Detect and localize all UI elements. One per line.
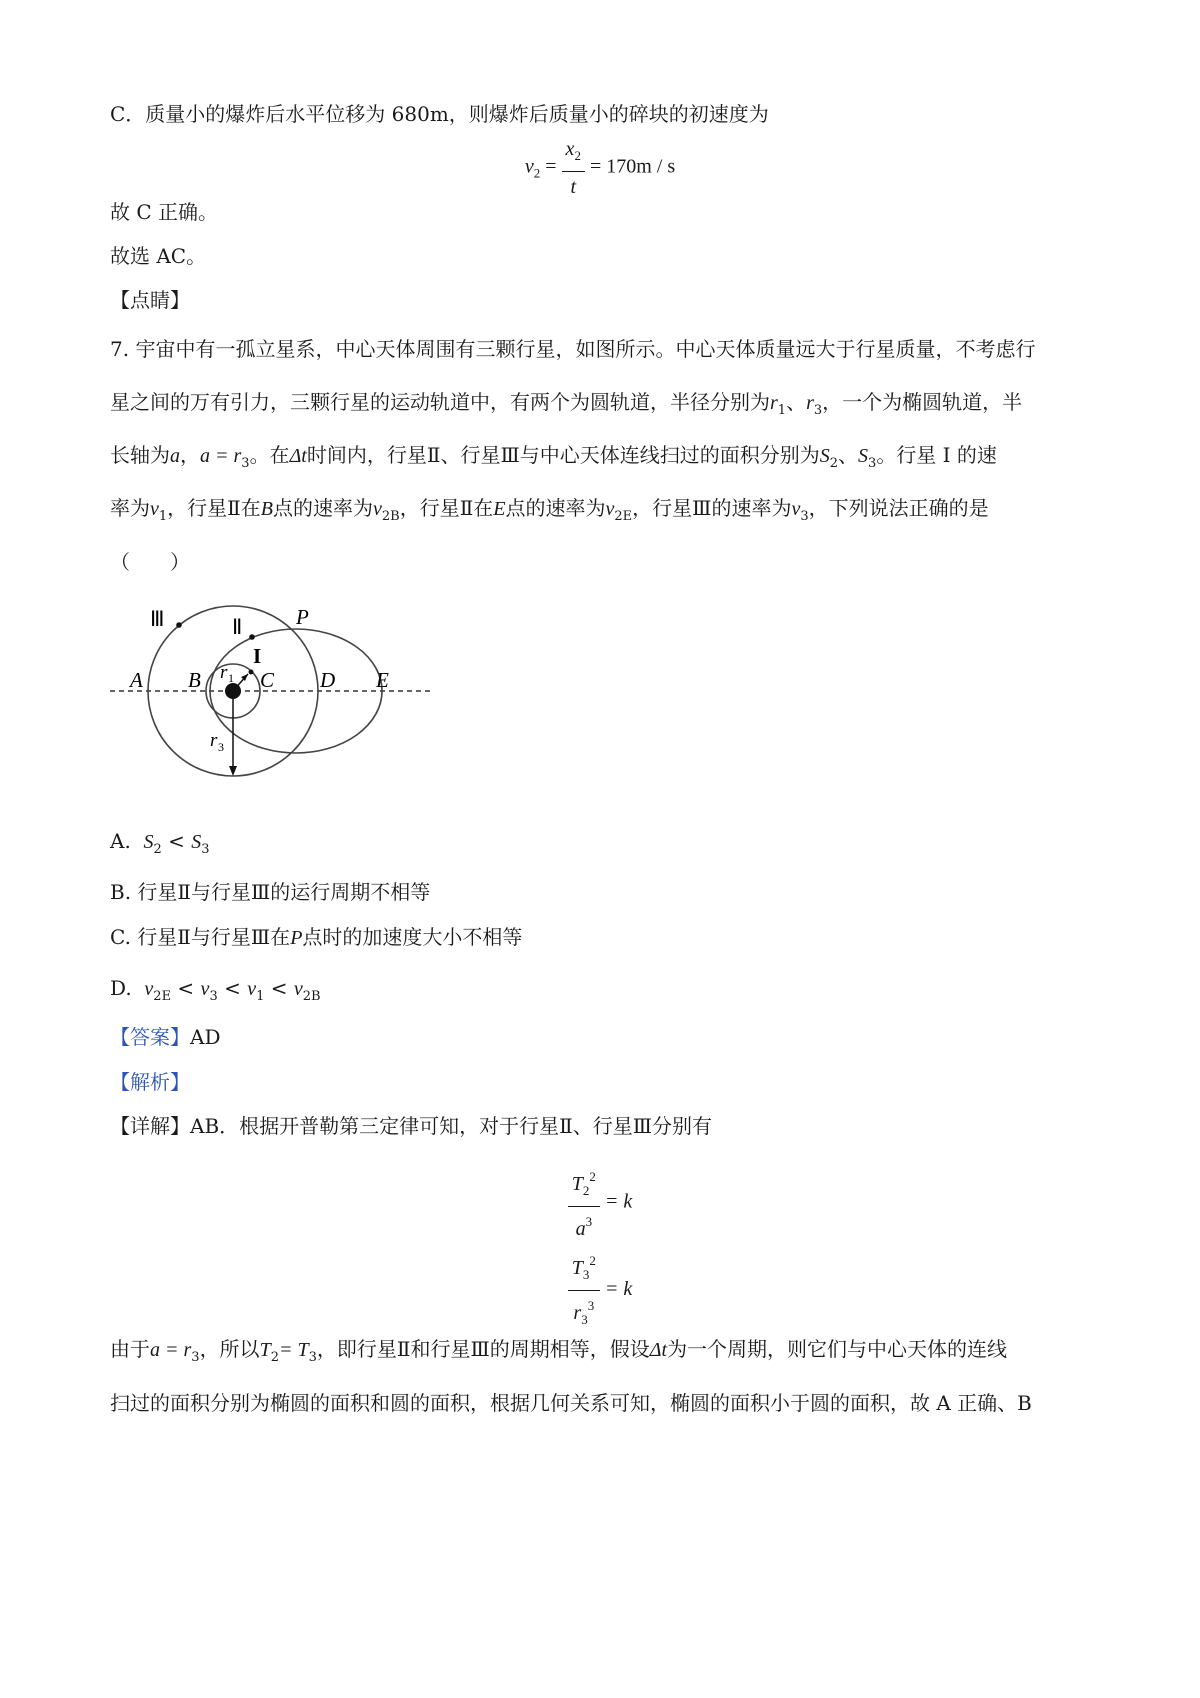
eq2-t-sub: 3 <box>582 1267 590 1282</box>
q-text: 长轴为 <box>110 443 170 467</box>
kepler-eq-2 <box>0 1248 1200 1333</box>
label-r3-sub: 3 <box>218 740 224 754</box>
eq1-t: T <box>571 1173 583 1195</box>
question-line-2 <box>110 386 1022 427</box>
q-v2e: v <box>605 498 615 520</box>
eq-v-sub: 2 <box>533 165 541 181</box>
label-e: E <box>376 668 389 692</box>
eq2-r-sup: 3 <box>587 1298 595 1313</box>
q-v2e-sub: 2E <box>614 509 633 524</box>
q-v3-sub: 3 <box>800 509 809 524</box>
q-text: 。行星 I 的速 <box>876 443 997 467</box>
p1-eq1: a = r <box>150 1339 192 1361</box>
detail-paragraph-2: 扫过的面积分别为椭圆的面积和圆的面积，根据几何关系可知，椭圆的面积小于圆的面积，故 A 正确、B <box>110 1391 1032 1415</box>
p1-text: ，即行星Ⅱ和行星Ⅲ的周期相等，假设 <box>316 1337 650 1361</box>
opt-c-text: C. 行星Ⅱ与行星Ⅲ在 <box>110 925 291 949</box>
kepler-eq-2-frac <box>568 1248 600 1333</box>
q-text: ，一个为椭圆轨道，半 <box>822 390 1023 414</box>
planet-i-dot <box>249 670 254 675</box>
opt-d-v1-sub: 1 <box>256 989 265 1004</box>
p1-eq2a-sub: 2 <box>270 1350 279 1365</box>
question-line-4 <box>110 492 989 533</box>
q-e: E <box>493 498 506 520</box>
q-text: 、 <box>786 390 807 414</box>
r3-arrow-head <box>229 766 237 776</box>
option-b: B. 行星Ⅱ与行星Ⅲ的运行周期不相等 <box>110 880 431 904</box>
opt-c-p: P <box>290 927 303 949</box>
detail-paragraph-1 <box>110 1333 1007 1374</box>
label-iii: Ⅲ <box>150 607 165 631</box>
opt-a-s2-sub: 2 <box>153 842 162 857</box>
q-eq: a = r <box>200 445 242 467</box>
label-r1-sub: 1 <box>228 671 234 685</box>
eq-den: t <box>570 176 577 198</box>
q-text: ，下列说法正确的是 <box>808 496 989 520</box>
q-r3: r <box>806 392 814 414</box>
analysis-heading: 【解析】 <box>110 1070 190 1094</box>
eq2-r: r <box>573 1302 582 1324</box>
planet-iii-dot <box>176 622 182 628</box>
opt-a-lt: < <box>168 829 185 853</box>
kepler-eq-1 <box>0 1164 1200 1242</box>
p1-eq1-sub: 3 <box>191 1350 200 1365</box>
answer-line <box>110 1021 220 1053</box>
opt-a-s3: S <box>191 831 202 853</box>
p1-text: 由于 <box>110 1337 150 1361</box>
q-v3: v <box>791 498 801 520</box>
eq1-rhs: = k <box>604 1190 633 1213</box>
label-c: C <box>260 668 275 692</box>
answer-value: AD <box>190 1025 221 1049</box>
q-v1-sub: 1 <box>158 509 168 524</box>
question-line-1: 7. 宇宙中有一孤立星系，中心天体周围有三颗行星，如图所示。中心天体质量远大于行星质量，不考虑行 <box>110 337 1036 361</box>
opt-d-v2e-sub: 2E <box>153 989 172 1004</box>
label-a: A <box>130 668 143 692</box>
q-b: B <box>260 498 273 520</box>
q-eq-sub: 3 <box>241 456 250 471</box>
detail-intro: 【详解】AB．根据开普勒第三定律可知，对于行星Ⅱ、行星Ⅲ分别有 <box>110 1114 713 1138</box>
eq1-t-sub: 2 <box>582 1183 590 1198</box>
q-text: ，行星Ⅱ在 <box>399 496 494 520</box>
q-r1-sub: 1 <box>777 403 787 418</box>
q-s2-sub: 2 <box>829 456 839 471</box>
p1-text: ，所以 <box>199 1337 260 1361</box>
q-text: ，行星Ⅱ在 <box>167 496 261 520</box>
q-text: 星之间的万有引力，三颗行星的运动轨道中，有两个为圆轨道，半径分别为 <box>110 390 770 414</box>
planet-ii-dot <box>249 634 255 640</box>
option-d <box>110 972 321 1013</box>
opt-a-s3-sub: 3 <box>201 842 210 857</box>
q-text: 。在 <box>249 443 290 467</box>
q-s3: S <box>858 445 869 467</box>
q-v2b-sub: 2B <box>381 509 400 524</box>
opt-d-v3: v <box>200 978 210 1000</box>
opt-d-v1: v <box>247 978 257 1000</box>
p1-eq2b: = T <box>278 1339 309 1361</box>
question-line-3 <box>110 439 997 480</box>
q-r3-sub: 3 <box>813 403 823 418</box>
q-text: ， <box>180 443 200 467</box>
opt-d-lt: < <box>270 976 288 1000</box>
label-i: I <box>253 644 262 668</box>
answer-label: 【答案】 <box>110 1025 190 1049</box>
eq-fraction <box>562 136 585 200</box>
kepler-eq-1-frac <box>568 1164 600 1242</box>
q-v1: v <box>150 498 159 520</box>
velocity-equation: $v_2$ = $\frac{x_2}{t}$ = 170m / s <box>524 138 676 198</box>
eq-rhs: = 170m / s <box>589 155 676 178</box>
p1-dt: Δt <box>649 1339 668 1361</box>
part-c-text: C．质量小的爆炸后水平位移为 680m，则爆炸后质量小的碎块的初速度为 <box>110 102 769 126</box>
dianjing-heading: 【点睛】 <box>110 288 190 312</box>
label-r1: r <box>220 662 228 683</box>
q-dt: Δt <box>289 445 307 467</box>
label-p: P <box>296 605 309 629</box>
eq2-rhs: = k <box>604 1278 633 1301</box>
p1-text: 为一个周期，则它们与中心天体的连线 <box>667 1337 1008 1361</box>
q-s3-sub: 3 <box>868 456 877 471</box>
opt-d-lt: < <box>224 976 241 1000</box>
p1-eq2b-sub: 3 <box>308 1350 317 1365</box>
eq1-t-sup: 2 <box>589 1169 596 1184</box>
q-v2b: v <box>372 498 382 520</box>
question-paren: （ ） <box>110 550 190 574</box>
select-answer: 故选 AC。 <box>110 244 207 268</box>
opt-d-v2b-sub: 2B <box>302 989 321 1004</box>
q-r1: r <box>770 392 778 414</box>
opt-d-v2b: v <box>293 978 303 1000</box>
eq2-r-sub: 3 <box>581 1312 588 1327</box>
q-a: a <box>170 445 180 467</box>
q-text: 率为 <box>110 496 150 520</box>
q-text: 点的速率为 <box>505 496 606 520</box>
eq1-a: a <box>575 1218 586 1240</box>
label-ii: Ⅱ <box>232 615 243 639</box>
q-s2: S <box>819 445 830 467</box>
q-text: 时间内，行星Ⅱ、行星Ⅲ与中心天体连线扫过的面积分别为 <box>306 443 820 467</box>
opt-c-text: 点时的加速度大小不相等 <box>302 925 523 949</box>
opt-d-v2e: v <box>144 978 154 1000</box>
eq1-a-sup: 3 <box>585 1214 593 1229</box>
part-c-conclusion: 故 C 正确。 <box>110 200 219 224</box>
p1-eq2a: T <box>259 1339 271 1361</box>
opt-d-lt: < <box>177 976 195 1000</box>
q-text: ，行星Ⅲ的速率为 <box>632 496 792 520</box>
q-text: 点的速率为 <box>272 496 373 520</box>
eq2-t-sup: 2 <box>589 1253 596 1268</box>
option-a <box>110 825 210 866</box>
eq-num-sub: 2 <box>574 148 581 163</box>
label-d: D <box>320 668 336 692</box>
orbit-diagram <box>110 600 430 840</box>
opt-a-s2: S <box>143 831 154 853</box>
opt-d-label: D. <box>110 976 132 1000</box>
opt-a-label: A. <box>110 829 131 853</box>
label-r3: r <box>210 730 218 751</box>
eq-num: x <box>565 138 575 160</box>
eq2-t: T <box>571 1257 583 1279</box>
eq-v: v <box>524 155 534 178</box>
option-c <box>110 921 522 954</box>
q-text: 、 <box>838 443 859 467</box>
opt-d-v3-sub: 3 <box>209 989 218 1004</box>
label-b: B <box>188 668 201 692</box>
